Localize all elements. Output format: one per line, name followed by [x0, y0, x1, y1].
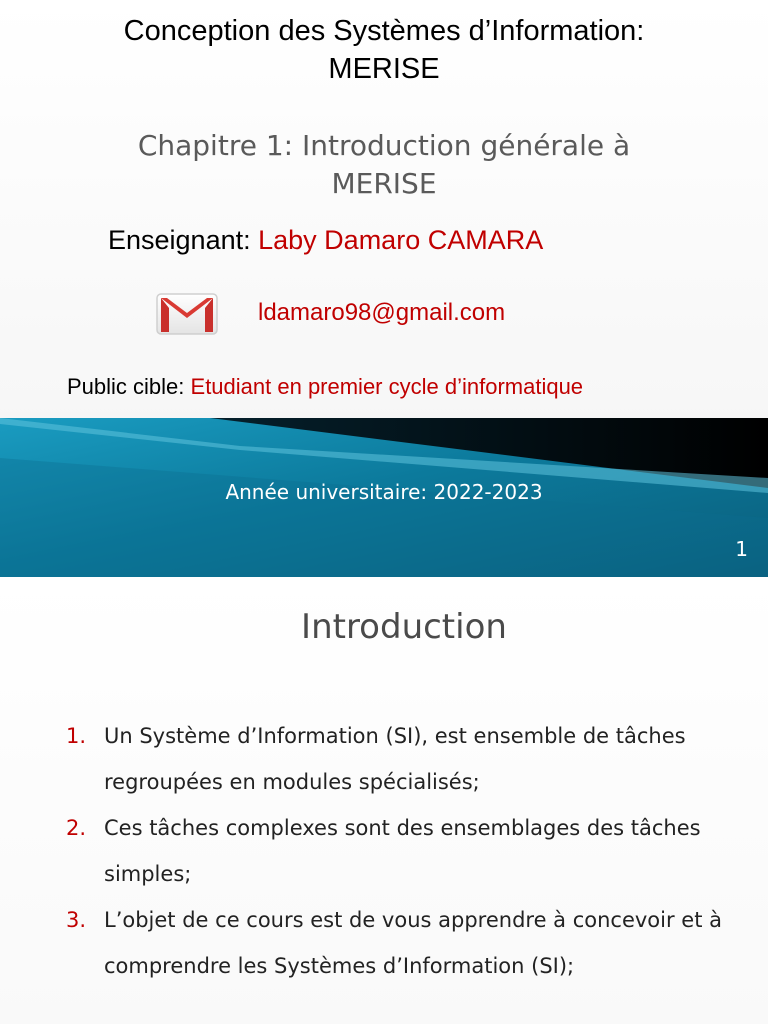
list-text: Ces tâches complexes sont des ensemblages des tâches simples;: [104, 816, 701, 886]
course-title: [0, 12, 768, 88]
teacher-name: Laby Damaro CAMARA: [258, 225, 544, 255]
list-text: Un Système d’Information (SI), est ensemble de tâches regroupées en modules spécialisés;: [104, 724, 686, 794]
chapter-title-line2: MERISE: [331, 167, 437, 200]
audience-line: [67, 372, 583, 402]
teacher-label: Enseignant:: [108, 225, 251, 255]
intro-title: Introduction: [301, 607, 507, 647]
course-title-line1: Conception des Systèmes d’Information:: [123, 15, 645, 47]
audience-label: Public cible:: [67, 374, 185, 399]
list-text: L’objet de ce cours est de vous apprendre à concevoir et à comprendre les Systèmes d’Information (SI);: [104, 908, 722, 978]
course-title-line2: MERISE: [328, 53, 440, 85]
list-item: [66, 897, 736, 989]
teacher-line: [108, 223, 543, 257]
page-number: 1: [735, 537, 748, 561]
chapter-title: [0, 127, 768, 203]
email-link[interactable]: ldamaro98@gmail.com: [258, 299, 506, 326]
audience-value: Etudiant en premier cycle d’informatique: [190, 374, 584, 399]
chapter-title-line1: Chapitre 1: Introduction générale à: [137, 129, 631, 162]
list-number: 3.: [66, 908, 87, 932]
list-item: [66, 805, 736, 897]
intro-slide: [0, 577, 768, 1024]
list-number: 2.: [66, 816, 87, 840]
gmail-icon: [155, 292, 219, 336]
list-item: [66, 713, 736, 805]
list-number: 1.: [66, 724, 87, 748]
intro-list: [66, 713, 736, 989]
academic-year: Année universitaire: 2022-2023: [225, 480, 543, 504]
